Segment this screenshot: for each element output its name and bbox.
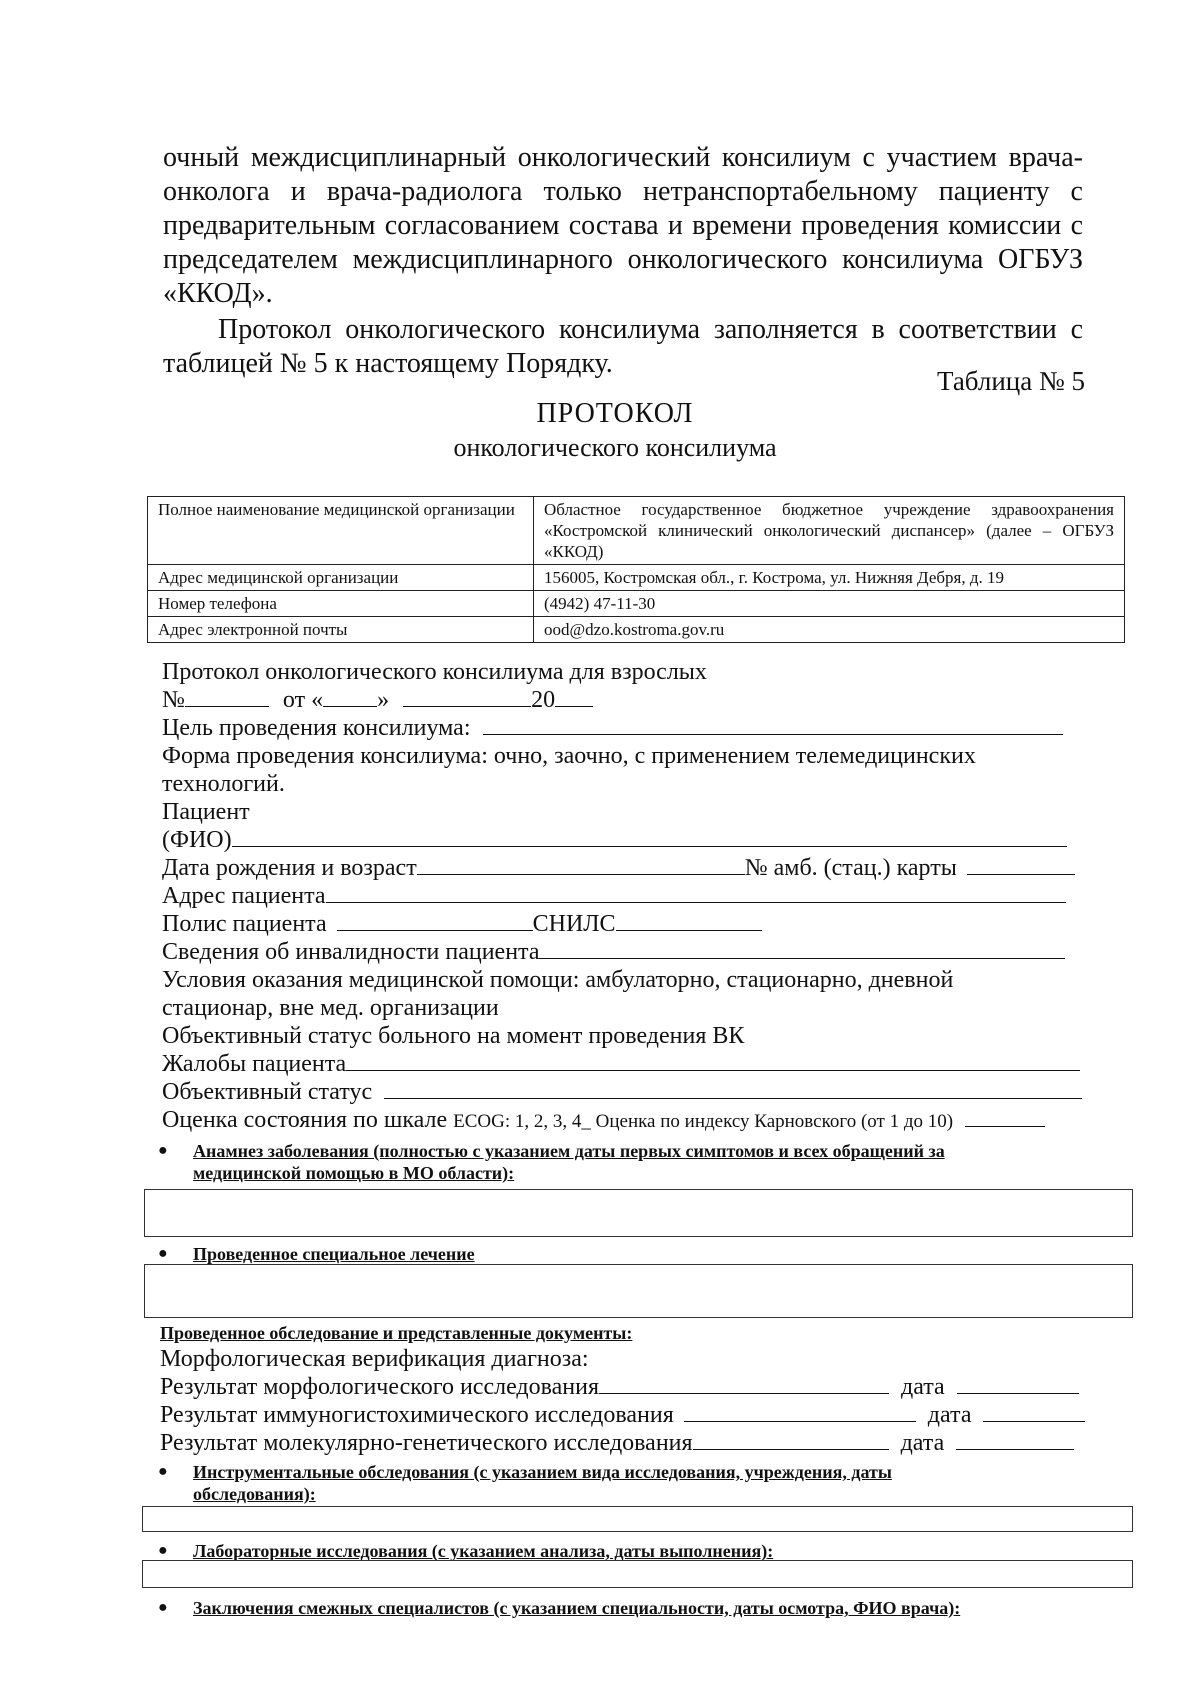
bullet-icon: ●: [158, 1599, 168, 1616]
morph-result-label: Результат морфологического исследования: [160, 1374, 600, 1400]
snils-label: СНИЛС: [532, 911, 616, 937]
organization-info-table: [147, 496, 1125, 643]
bullet-icon: ●: [158, 1463, 168, 1480]
table-cell-label: Номер телефона: [148, 591, 534, 617]
form-type-line-2: технологий.: [162, 771, 285, 797]
address-label: Адрес пациента: [162, 883, 326, 909]
policy-label: Полис пациента: [162, 911, 327, 937]
ecog-line: [162, 1106, 1045, 1136]
molec-result-field[interactable]: [693, 1429, 889, 1450]
address-field[interactable]: [326, 882, 1066, 903]
table-row: [148, 565, 1125, 591]
molec-date-label: дата: [900, 1430, 945, 1456]
purpose-line: [162, 714, 1063, 742]
instrumental-label-2: обследования):: [193, 1484, 316, 1504]
disability-line: [162, 938, 1065, 966]
disability-label: Сведения об инвалидности пациента: [162, 939, 540, 965]
ecog-karnofsky-label: ECOG: 1, 2, 3, 4_ Оценка по индексу Карновского (от 1 до 10): [453, 1111, 954, 1132]
birth-field[interactable]: [417, 854, 745, 875]
morph-date-label: дата: [901, 1374, 945, 1400]
treatment-input-box[interactable]: [144, 1264, 1133, 1318]
anamnesis-label-1: Анамнез заболевания (полностью с указанием даты первых симптомов и всех обращений за: [193, 1141, 945, 1161]
morph-verification-label: Морфологическая верификация диагноза:: [160, 1346, 589, 1372]
card-field[interactable]: [967, 854, 1075, 875]
patient-label: Пациент: [162, 799, 250, 825]
fio-line: [162, 826, 1067, 854]
protocol-title: ПРОТОКОЛ: [536, 398, 694, 429]
address-line: [162, 882, 1066, 910]
purpose-label: Цель проведения консилиума:: [162, 715, 471, 741]
complaints-label: Жалобы пациента: [162, 1051, 347, 1077]
table-row: [148, 497, 1125, 565]
table-cell-label: Адрес медицинской организации: [148, 565, 534, 591]
complaints-line: [162, 1050, 1080, 1078]
molec-result-label: Результат молекулярно-генетического исследования: [160, 1430, 693, 1456]
objective-vk-label: Объективный статус больного на момент проведения ВК: [162, 1023, 745, 1049]
ecog-label: Оценка состояния по шкале: [162, 1107, 454, 1133]
bullet-icon: ●: [158, 1142, 168, 1159]
protocol-month-field[interactable]: [403, 686, 531, 707]
table-cell-value: ood@dzo.kostroma.gov.ru: [534, 617, 1125, 643]
protocol-year-field[interactable]: [555, 686, 593, 707]
conditions-line-2: стационар, вне мед. организации: [162, 995, 499, 1021]
birth-label: Дата рождения и возраст: [162, 855, 417, 881]
protocol-day-field[interactable]: [323, 686, 377, 707]
form-heading: Протокол онкологического консилиума для взрослых: [162, 659, 707, 685]
intro-paragraph-1: [163, 141, 1083, 311]
form-type-line-1: Форма проведения консилиума: очно, заочно, с применением телемедицинских: [162, 743, 976, 769]
protocol-subtitle: онкологического консилиума: [453, 433, 777, 462]
immuno-result-field[interactable]: [684, 1401, 916, 1422]
policy-line: [162, 910, 762, 938]
morph-date-field[interactable]: [957, 1373, 1079, 1394]
karnofsky-field[interactable]: [965, 1106, 1045, 1127]
anamnesis-input-box[interactable]: [144, 1189, 1133, 1237]
instrumental-input-box[interactable]: [142, 1506, 1133, 1532]
immuno-date-label: дата: [927, 1402, 972, 1428]
year-prefix: 20: [531, 687, 556, 713]
intro-paragraph-1-tail: ОГБУЗ «ККОД».: [163, 244, 1084, 309]
morph-result-line: [160, 1373, 1079, 1401]
policy-field[interactable]: [337, 910, 533, 931]
immuno-result-label: Результат иммуногистохимического исследования: [160, 1402, 674, 1428]
table-row: [148, 591, 1125, 617]
molec-date-field[interactable]: [956, 1429, 1074, 1450]
lab-label: Лабораторные исследования (с указанием анализа, даты выполнения):: [193, 1541, 774, 1561]
bullet-icon: ●: [158, 1245, 168, 1262]
protocol-number-line: [162, 686, 593, 714]
table-number-label: Таблица № 5: [937, 366, 1085, 396]
table-cell-label: Адрес электронной почты: [148, 617, 534, 643]
bullet-icon: ●: [158, 1542, 168, 1559]
objective-label: Объективный статус: [162, 1079, 373, 1105]
morph-result-field[interactable]: [599, 1373, 889, 1394]
table-cell-value: 156005, Костромская обл., г. Кострома, ул. Нижняя Дебря, д. 19: [534, 565, 1125, 591]
purpose-field[interactable]: [483, 714, 1063, 735]
objective-field[interactable]: [384, 1078, 1082, 1099]
disability-field[interactable]: [539, 938, 1065, 959]
objective-line: [162, 1078, 1082, 1106]
anamnesis-label-2: медицинской помощью в МО области):: [193, 1163, 515, 1183]
table-row: [148, 617, 1125, 643]
immuno-date-field[interactable]: [983, 1401, 1085, 1422]
date-close-quote: »: [377, 687, 390, 713]
number-sign: №: [162, 687, 185, 713]
molec-result-line: [160, 1429, 1074, 1457]
table-cell-value: Областное государственное бюджетное учреждение здравоохранения «Костромской клинический онкологический диспансер» (далее – ОГБУЗ «ККОД): [534, 497, 1125, 565]
table-cell-value: (4942) 47-11-30: [534, 591, 1125, 617]
treatment-label: Проведенное специальное лечение: [193, 1244, 475, 1264]
instrumental-label-1: Инструментальные обследования (с указанием вида исследования, учреждения, даты: [193, 1462, 892, 1482]
snils-field[interactable]: [616, 910, 762, 931]
fio-field[interactable]: [232, 826, 1067, 847]
table-cell-label: Полное наименование медицинской организации: [148, 497, 534, 565]
complaints-field[interactable]: [346, 1050, 1080, 1071]
conditions-line-1: Условия оказания медицинской помощи: амбулаторно, стационарно, дневной: [162, 967, 954, 993]
intro-paragraph-1-text: очный междисциплинарный онкологический консилиум с участием врача-онколога и врача-радиолога только нетранспортабельному пациенту с предварительным согласованием состава и времени проведения комиссии с председателем междисциплинарного онкологического консилиума: [163, 142, 1083, 275]
fio-label: (ФИО): [162, 827, 232, 853]
date-from-label: от «: [282, 687, 324, 713]
birth-line: [162, 854, 1075, 882]
lab-input-box[interactable]: [142, 1560, 1133, 1588]
immuno-result-line: [160, 1401, 1085, 1429]
intro-paragraph-2: Протокол онкологического консилиума заполняется в соответствии с таблицей № 5 к настоящему Порядку.: [163, 314, 1083, 379]
specialists-label: Заключения смежных специалистов (с указанием специальности, даты осмотра, ФИО врача):: [193, 1598, 961, 1618]
protocol-number-field[interactable]: [185, 686, 269, 707]
card-label: № амб. (стац.) карты: [744, 855, 957, 881]
exams-heading: Проведенное обследование и представленные документы:: [160, 1323, 633, 1343]
